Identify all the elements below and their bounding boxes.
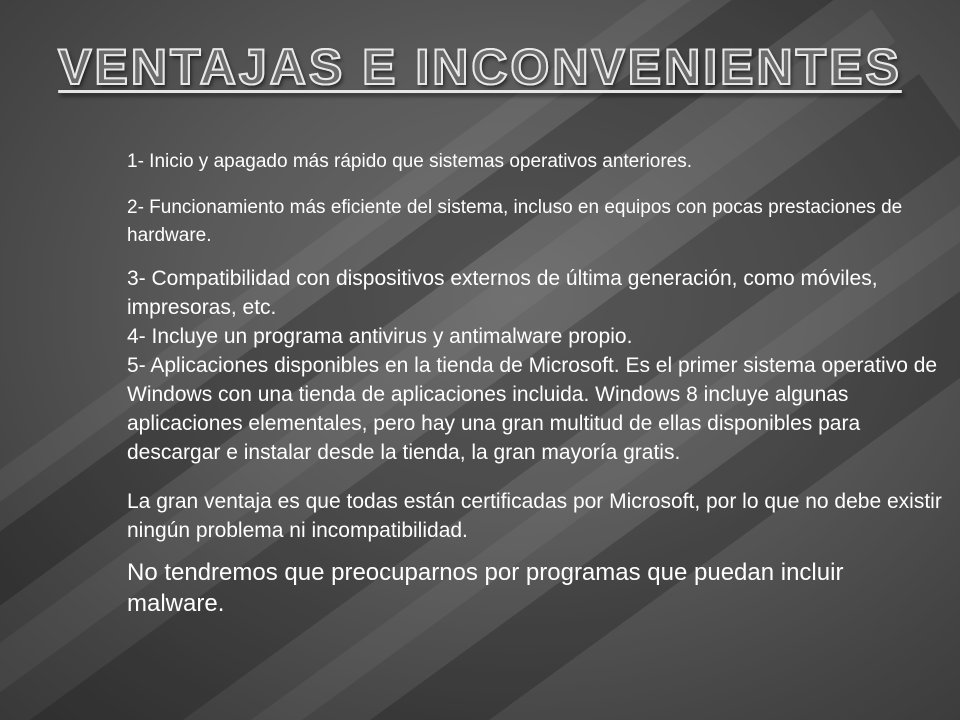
paragraph-2: 2- Funcionamiento más eficiente del sistema, incluso en equipos con pocas prestaciones de hardware. [127,197,903,246]
slide-title: VENTAJAS E INCONVENIENTES [58,39,902,95]
paragraph-3: 3- Compatibilidad con dispositivos externos de última generación, como móviles, impresoras, etc. [127,267,878,319]
slide-body [127,150,947,619]
paragraph-1: 1- Inicio y apagado más rápido que sistemas operativos anteriores. [127,151,693,172]
paragraph-4: 4- Incluye un programa antivirus y antimalware propio. [127,325,633,348]
paragraph-5: 5- Aplicaciones disponibles en la tienda de Microsoft. Es el primer sistema operativo de Windows con una tienda de aplicaciones incluida. Windows 8 incluye algunas aplicaciones elementales, pero hay una gran multitud de ellas disponibles para descargar e instalar desde la tienda, la gran mayoría gratis. [127,354,938,464]
paragraph-6: La gran ventaja es que todas están certificadas por Microsoft, por lo que no debe existir ningún problema ni incompatibilidad. [127,490,942,542]
paragraph-7: No tendremos que preocuparnos por programas que puedan incluir malware. [127,559,844,617]
